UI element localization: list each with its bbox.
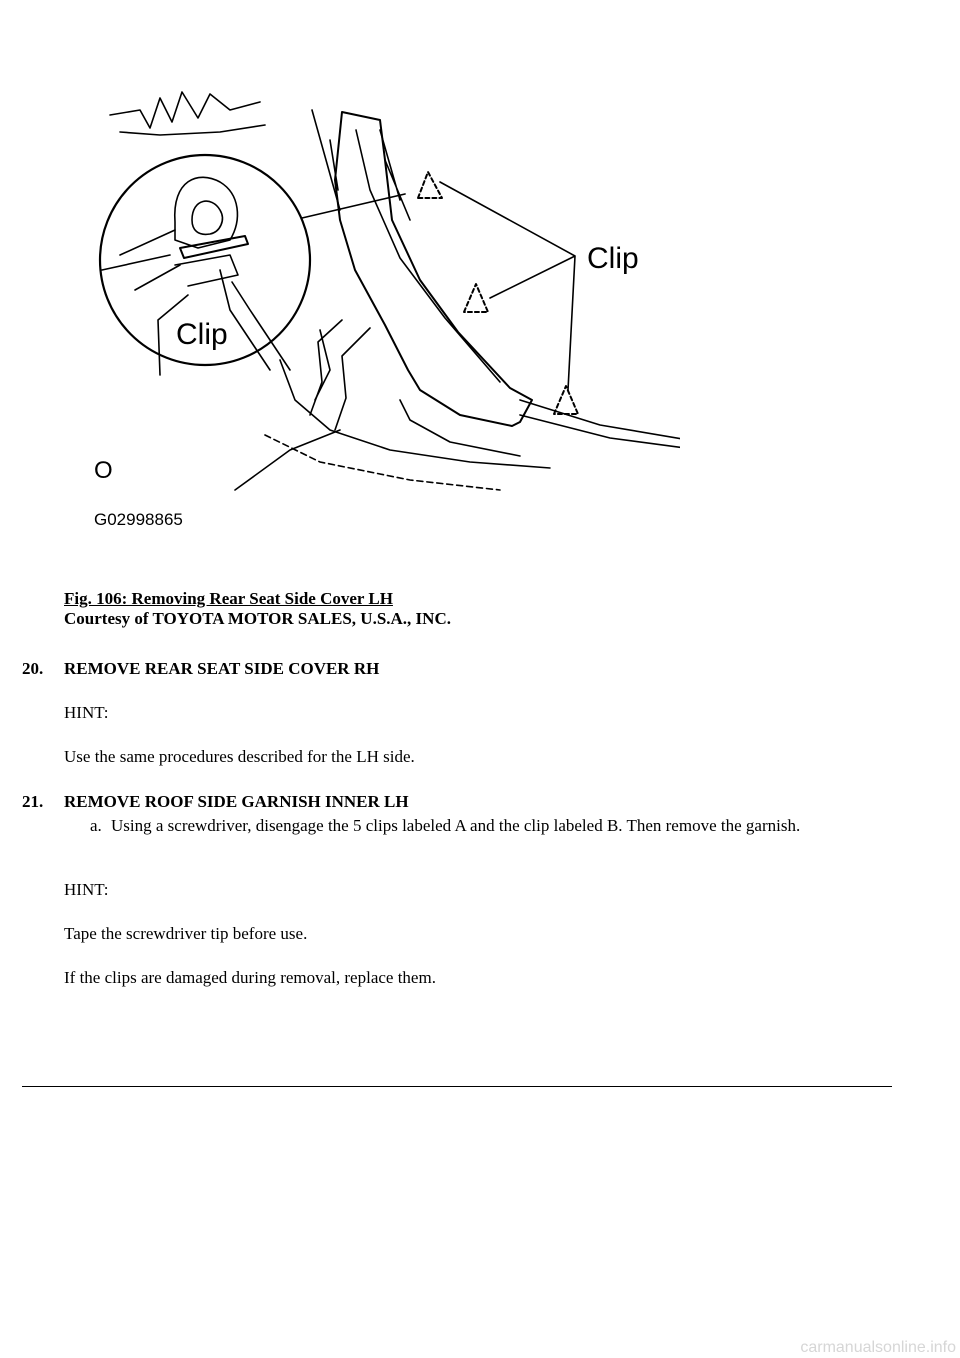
step-20-hint-text: Use the same procedures described for the LH side.: [64, 747, 415, 766]
figure-code-label: G02998865: [94, 510, 183, 529]
substep-text: Using a screwdriver, disengage the 5 clips labeled A and the clip labeled B. Then remove the garnish.: [111, 816, 801, 835]
rear-seat-side-cover-drawing: [80, 70, 680, 540]
step-21-hint-line-2: If the clips are damaged during removal, replace them.: [64, 968, 436, 987]
step-21-substep-a: [90, 816, 880, 836]
step-21-hint-line-1: Tape the screwdriver tip before use.: [64, 924, 308, 943]
page-divider: [22, 1086, 892, 1087]
figure-caption: [64, 589, 451, 630]
corner-code-label: O: [94, 457, 113, 484]
substep-letter: a.: [90, 816, 102, 835]
step-21-number: 21.: [22, 792, 44, 811]
step-21-heading: [22, 792, 409, 812]
step-20-heading: [22, 659, 379, 679]
step-20-hint-label: HINT:: [64, 703, 109, 722]
step-21-title: REMOVE ROOF SIDE GARNISH INNER LH: [64, 792, 409, 811]
figure-caption-courtesy: Courtesy of TOYOTA MOTOR SALES, U.S.A., INC.: [64, 609, 451, 629]
callout-clip-label: Clip: [587, 242, 639, 275]
inset-clip-label: Clip: [176, 318, 228, 351]
step-20-title: REMOVE REAR SEAT SIDE COVER RH: [64, 659, 380, 678]
figure-caption-title[interactable]: Fig. 106: Removing Rear Seat Side Cover LH: [64, 589, 393, 608]
figure-illustration: [80, 70, 680, 540]
step-21-hint-label: HINT:: [64, 880, 109, 899]
footer-watermark[interactable]: carmanualsonline.info: [800, 1339, 956, 1356]
page-footer: [0, 1338, 960, 1358]
step-20-number: 20.: [22, 659, 44, 678]
